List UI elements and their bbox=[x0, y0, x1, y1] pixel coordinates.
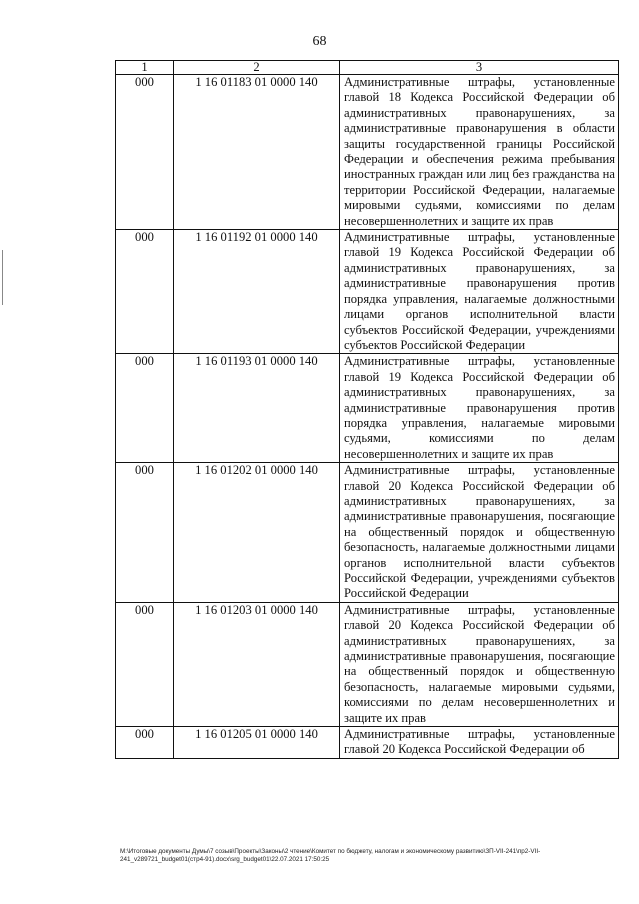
column-header-1: 1 bbox=[116, 61, 174, 75]
kbk-code-cell: 1 16 01205 01 0000 140 bbox=[174, 727, 340, 759]
table-row bbox=[116, 727, 619, 759]
column-header-3: 3 bbox=[340, 61, 619, 75]
admin-code-cell: 000 bbox=[116, 463, 174, 603]
table-row bbox=[116, 463, 619, 603]
table-row bbox=[116, 230, 619, 354]
table-row bbox=[116, 602, 619, 726]
admin-code-cell: 000 bbox=[116, 75, 174, 230]
kbk-code-cell: 1 16 01192 01 0000 140 bbox=[174, 230, 340, 354]
table-row bbox=[116, 354, 619, 463]
description-cell: Административные штрафы, установленные главой 20 Кодекса Российской Федерации об административных правонарушениях, за административные правонарушения, посягающие на общественный порядок и общественную безопасность, налагаемые мировыми судьями, комиссиями по делам несовершеннолетних и защите их прав bbox=[340, 602, 619, 726]
description-cell: Административные штрафы, установленные главой 19 Кодекса Российской Федерации об административных правонарушениях, за административные правонарушения против порядка управления, налагаемые мировыми судьями, комиссиями по делам несовершеннолетних и защите их прав bbox=[340, 354, 619, 463]
description-cell: Административные штрафы, установленные главой 19 Кодекса Российской Федерации об административных правонарушениях, за административные правонарушения против порядка управления, налагаемые должностными лицами органов исполнительной власти субъектов Российской Федерации, учреждениями субъектов Российской Федерации bbox=[340, 230, 619, 354]
kbk-code-cell: 1 16 01202 01 0000 140 bbox=[174, 463, 340, 603]
kbk-code-cell: 1 16 01203 01 0000 140 bbox=[174, 602, 340, 726]
kbk-code-cell: 1 16 01193 01 0000 140 bbox=[174, 354, 340, 463]
document-path-footer: M:\Итоговые документы Думы\7 созыв\Проекты\Законы\2 чтение\Комитет по бюджету, налогам и экономическому развитию\ЗП-VII-241\пр2-VII-241_v289721_budget01(стр4-91).docx\srg_budget01\22.07.2021 17:50:25 bbox=[120, 848, 541, 863]
description-cell: Административные штрафы, установленные главой 18 Кодекса Российской Федерации об административных правонарушениях, за административные правонарушения в области защиты государственной границы Российской Федерации и обеспечения режима пребывания иностранных граждан или лиц без гражданства на территории Российской Федерации, налагаемые мировыми судьями, комиссиями по делам несовершеннолетних и защите их прав bbox=[340, 75, 619, 230]
column-header-2: 2 bbox=[174, 61, 340, 75]
budget-codes-table bbox=[115, 60, 619, 759]
table-header-row bbox=[116, 61, 619, 75]
kbk-code-cell: 1 16 01183 01 0000 140 bbox=[174, 75, 340, 230]
description-cell: Административные штрафы, установленные главой 20 Кодекса Российской Федерации об bbox=[340, 727, 619, 759]
scan-margin-mark bbox=[2, 250, 3, 305]
table-row bbox=[116, 75, 619, 230]
page-number: 68 bbox=[312, 34, 327, 49]
description-cell: Административные штрафы, установленные главой 20 Кодекса Российской Федерации об административных правонарушениях, за административные правонарушения, посягающие на общественный порядок и общественную безопасность, налагаемые должностными лицами органов исполнительной власти субъектов Российской Федерации, учреждениями субъектов Российской Федерации bbox=[340, 463, 619, 603]
admin-code-cell: 000 bbox=[116, 727, 174, 759]
admin-code-cell: 000 bbox=[116, 602, 174, 726]
admin-code-cell: 000 bbox=[116, 354, 174, 463]
admin-code-cell: 000 bbox=[116, 230, 174, 354]
